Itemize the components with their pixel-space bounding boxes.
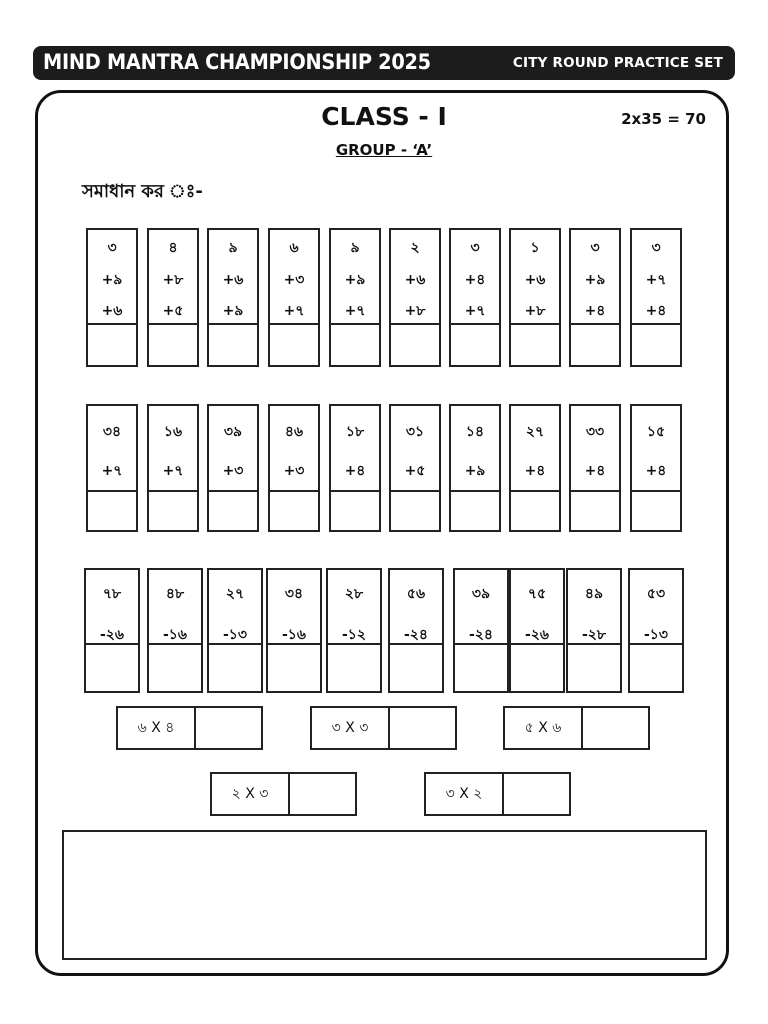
multiplication-problem <box>424 772 571 816</box>
problem-first-number: ৪ <box>168 240 178 256</box>
problem-card <box>207 404 259 532</box>
problem-operand: +৪ <box>584 463 606 479</box>
problem-card <box>326 568 382 693</box>
class-title: CLASS - I <box>321 102 447 131</box>
problem-card <box>449 404 501 532</box>
answer-box[interactable] <box>209 643 261 691</box>
problem-first-number: ৫৬ <box>406 586 426 602</box>
problem-operand: +৪ <box>464 272 486 288</box>
problem-first-number: ১৪ <box>465 424 485 440</box>
problem-card <box>566 568 622 693</box>
multiplication-problem <box>210 772 357 816</box>
answer-box[interactable] <box>149 323 197 365</box>
problem-operand: -২৪ <box>469 627 493 643</box>
problem-operand: -১৩ <box>644 627 668 643</box>
problem-operand: -২৮ <box>582 627 606 643</box>
problem-card <box>266 568 322 693</box>
problem-first-number: ২৮ <box>344 586 364 602</box>
problem-card <box>630 228 682 367</box>
answer-box[interactable] <box>270 323 318 365</box>
problem-first-number: ৩৯ <box>223 424 243 440</box>
problem-operand: -১৬ <box>163 627 187 643</box>
problem-first-number: ৩১ <box>405 424 425 440</box>
answer-box[interactable] <box>451 490 499 530</box>
problem-operand: +৭ <box>283 303 305 319</box>
problem-operand: +৭ <box>464 303 486 319</box>
problem-card <box>329 404 381 532</box>
answer-box[interactable] <box>632 323 680 365</box>
problem-first-number: ৪৬ <box>284 424 304 440</box>
problem-card <box>449 228 501 367</box>
problem-card <box>147 404 199 532</box>
problem-operand: +৪ <box>524 463 546 479</box>
problem-card <box>389 228 441 367</box>
instruction-label: সমাধান কর ঃ- <box>82 181 203 202</box>
problem-first-number: ১ <box>530 240 540 256</box>
multiplication-problem <box>310 706 457 750</box>
problem-card <box>630 404 682 532</box>
answer-box[interactable] <box>511 643 563 691</box>
multiplication-answer-box[interactable] <box>583 708 648 748</box>
problem-operand: +৮ <box>162 272 184 288</box>
answer-box[interactable] <box>86 643 138 691</box>
problem-operand: -২৬ <box>524 627 550 643</box>
problem-operand: -২৪ <box>404 627 428 643</box>
marks-label: 2x35 = 70 <box>621 110 706 128</box>
problem-card <box>86 404 138 532</box>
answer-box[interactable] <box>630 643 682 691</box>
problem-card <box>268 404 320 532</box>
problem-first-number: ৩৪ <box>284 586 304 602</box>
multiplication-answer-box[interactable] <box>504 774 569 814</box>
problem-operand: +৬ <box>101 303 123 319</box>
answer-box[interactable] <box>632 490 680 530</box>
problem-operand: -১৩ <box>223 627 247 643</box>
problem-first-number: ২৭ <box>525 424 545 440</box>
problem-first-number: ৩৩ <box>585 424 605 440</box>
problem-first-number: ৩৯ <box>471 586 491 602</box>
problem-operand: +৭ <box>645 272 667 288</box>
problem-operand: +৯ <box>101 272 123 288</box>
problem-card <box>389 404 441 532</box>
answer-box[interactable] <box>268 643 320 691</box>
problem-operand: +৯ <box>584 272 606 288</box>
rough-work-box[interactable] <box>62 830 707 960</box>
problem-first-number: ৫৩ <box>646 586 666 602</box>
problem-first-number: ১৬ <box>163 424 183 440</box>
problem-card <box>569 404 621 532</box>
problem-operand: +৩ <box>283 272 305 288</box>
answer-box[interactable] <box>511 323 559 365</box>
problem-card <box>509 568 565 693</box>
problem-operand: +৭ <box>101 463 123 479</box>
problem-operand: -১৬ <box>282 627 306 643</box>
problem-card <box>628 568 684 693</box>
answer-box[interactable] <box>511 490 559 530</box>
answer-box[interactable] <box>209 490 257 530</box>
problem-first-number: ২ <box>410 240 420 256</box>
problem-operand: +৮ <box>404 303 426 319</box>
problem-first-number: ৩ <box>590 240 600 256</box>
group-text: GROUP - ‘A’ <box>335 141 433 159</box>
multiplication-question: ২ X ৩ <box>212 774 290 814</box>
answer-box[interactable] <box>451 323 499 365</box>
answer-box[interactable] <box>571 490 619 530</box>
problem-card <box>509 404 561 532</box>
problem-first-number: ২৭ <box>225 586 245 602</box>
problem-operand: +৪ <box>584 303 606 319</box>
problem-card <box>207 228 259 367</box>
group-label <box>0 141 768 159</box>
answer-box[interactable] <box>568 643 620 691</box>
problem-operand: +৩ <box>222 463 244 479</box>
problem-operand: -২৬ <box>99 627 125 643</box>
problem-first-number: ৯ <box>350 240 360 256</box>
answer-box[interactable] <box>455 643 507 691</box>
multiplication-answer-box[interactable] <box>390 708 455 748</box>
answer-box[interactable] <box>331 323 379 365</box>
problem-card <box>329 228 381 367</box>
problem-first-number: ৩ <box>651 240 661 256</box>
problem-card <box>84 568 140 693</box>
problem-first-number: ৭৮ <box>102 586 122 602</box>
answer-box[interactable] <box>270 490 318 530</box>
problem-first-number: ৩ <box>470 240 480 256</box>
problem-card <box>147 228 199 367</box>
answer-box[interactable] <box>390 643 442 691</box>
problem-operand: +৭ <box>162 463 184 479</box>
multiplication-problem <box>116 706 263 750</box>
practice-set-label: CITY ROUND PRACTICE SET <box>512 55 723 71</box>
multiplication-question: ৩ X ২ <box>426 774 504 814</box>
problem-card <box>86 228 138 367</box>
answer-box[interactable] <box>149 643 201 691</box>
problem-card <box>388 568 444 693</box>
multiplication-problem <box>503 706 650 750</box>
problem-card <box>569 228 621 367</box>
problem-operand: +৪ <box>645 463 667 479</box>
answer-box[interactable] <box>149 490 197 530</box>
problem-operand: +৯ <box>222 303 244 319</box>
problem-operand: +৬ <box>222 272 244 288</box>
answer-box[interactable] <box>328 643 380 691</box>
problem-card <box>147 568 203 693</box>
problem-first-number: ৭৫ <box>527 586 547 602</box>
problem-first-number: ৩ <box>107 240 117 256</box>
problem-first-number: ৩৪ <box>102 424 122 440</box>
problem-operand: +৯ <box>464 463 486 479</box>
problem-operand: +৪ <box>645 303 667 319</box>
answer-box[interactable] <box>88 490 136 530</box>
problem-card <box>509 228 561 367</box>
problem-operand: +৩ <box>283 463 305 479</box>
problem-first-number: ৪৮ <box>165 586 185 602</box>
answer-box[interactable] <box>209 323 257 365</box>
problem-first-number: ১৫ <box>646 424 666 440</box>
problem-operand: +৭ <box>344 303 366 319</box>
problem-operand: +৫ <box>404 463 426 479</box>
multiplication-answer-box[interactable] <box>196 708 261 748</box>
answer-box[interactable] <box>391 490 439 530</box>
problem-card <box>207 568 263 693</box>
problem-card <box>268 228 320 367</box>
problem-operand: +৬ <box>524 272 546 288</box>
problem-operand: -১২ <box>342 627 366 643</box>
answer-box[interactable] <box>88 323 136 365</box>
answer-box[interactable] <box>391 323 439 365</box>
problem-card <box>453 568 509 693</box>
problem-first-number: ৯ <box>228 240 238 256</box>
problem-operand: +৪ <box>344 463 366 479</box>
championship-banner <box>33 46 735 80</box>
multiplication-answer-box[interactable] <box>290 774 355 814</box>
multiplication-question: ৫ X ৬ <box>505 708 583 748</box>
problem-operand: +৮ <box>524 303 546 319</box>
answer-box[interactable] <box>331 490 379 530</box>
problem-operand: +৬ <box>404 272 426 288</box>
problem-operand: +৫ <box>162 303 184 319</box>
problem-first-number: ৬ <box>289 240 299 256</box>
problem-operand: +৯ <box>344 272 366 288</box>
championship-title: MIND MANTRA CHAMPIONSHIP 2025 <box>43 50 431 74</box>
multiplication-question: ৩ X ৩ <box>312 708 390 748</box>
multiplication-question: ৬ X ৪ <box>118 708 196 748</box>
problem-first-number: ১৮ <box>345 424 365 440</box>
answer-box[interactable] <box>571 323 619 365</box>
problem-first-number: ৪৯ <box>584 586 604 602</box>
